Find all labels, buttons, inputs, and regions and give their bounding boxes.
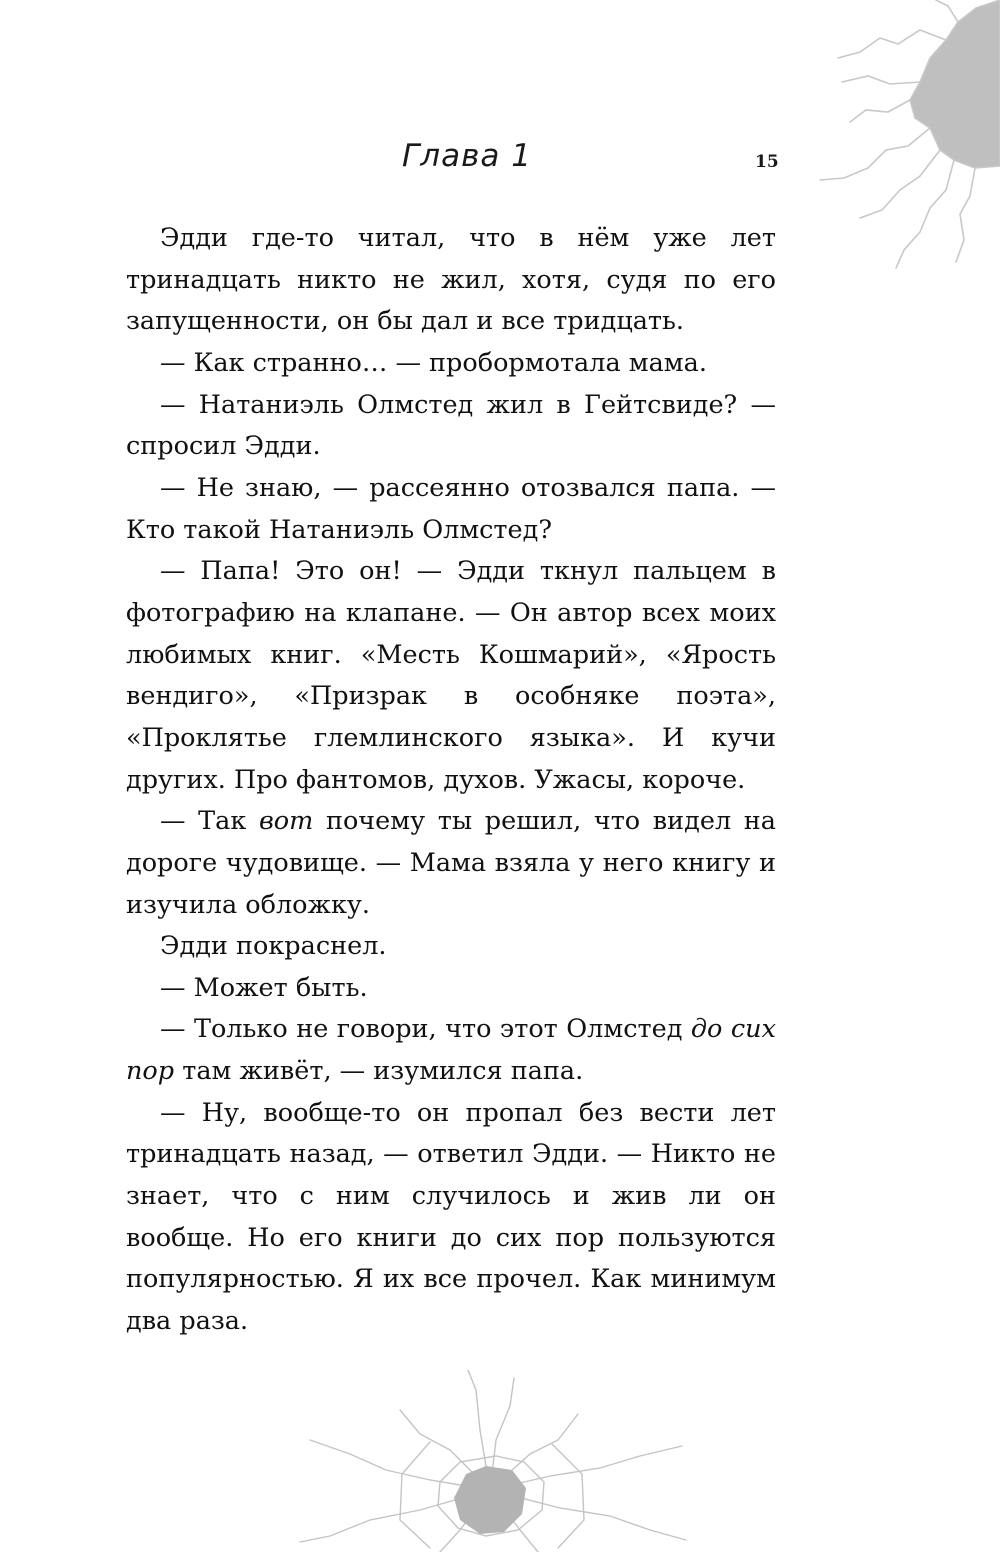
paragraph [126, 551, 776, 801]
text-run: Эдди где-то читал, что в нём уже лет тринадцать никто не жил, хотя, судя по его запущенности, он бы дал и все тридцать. [126, 223, 776, 337]
text-body [126, 218, 776, 1343]
italic-text-run: до сих пор [126, 1014, 776, 1087]
paragraph [126, 1093, 776, 1343]
crack-decoration-bottom [290, 1370, 690, 1552]
text-run: — Натаниэль Олмстед жил в Гейтсвиде? — спросил Эдди. [126, 389, 776, 462]
text-run: — Папа! Это он! — Эдди ткнул пальцем в фотографию на клапане. — Он автор всех моих любимых книг. «Месть Кошмарий», «Ярость вендиго», «Призрак в особняке поэта», «Проклятье глемлинского языка». И кучи других. Про фантомов, духов. Ужасы, короче. [126, 556, 776, 795]
paragraph [126, 468, 776, 551]
paragraph [126, 385, 776, 468]
text-run: — Не знаю, — рассеянно отозвался папа. — Кто такой Натаниэль Олмстед? [126, 472, 776, 545]
paragraph [126, 218, 776, 343]
chapter-title: Глава 1 [402, 138, 532, 174]
paragraph [126, 1009, 776, 1092]
text-run: — Как странно… — пробормотала мама. [160, 347, 707, 378]
paragraph [126, 801, 776, 926]
text-run: там живёт, — изумился папа. [174, 1056, 584, 1087]
italic-text-run: вот [258, 806, 314, 837]
paragraph [126, 343, 776, 385]
page-number: 15 [755, 152, 779, 172]
paragraph [126, 926, 776, 968]
page-header [0, 130, 1000, 190]
text-run: — Ну, вообще-то он пропал без вести лет тринадцать назад, — ответил Эдди. — Никто не знает, что с ним случилось и жив ли он вообще. Но его книги до сих пор пользуются популярностью. Я их все прочел. Как минимум два раза. [126, 1097, 776, 1337]
text-run: — Только не говори, что этот Олмстед [160, 1014, 691, 1045]
text-run: почему ты решил, что видел на дороге чудовище. — Мама взяла у него книгу и изучила обложку. [126, 806, 776, 920]
text-run: — Так [160, 806, 259, 837]
text-run: Эдди покраснел. [160, 931, 387, 962]
paragraph [126, 968, 776, 1010]
text-run: — Может быть. [160, 972, 368, 1003]
